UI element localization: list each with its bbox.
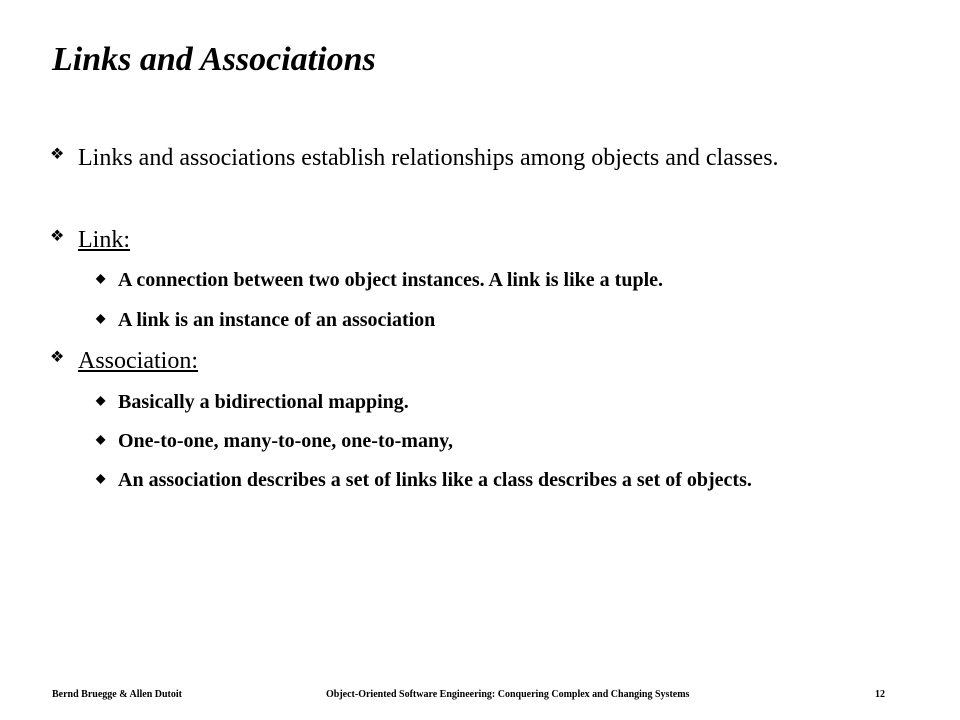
bullet-heading-link: Link: <box>78 227 130 253</box>
sub-bullet-bidirectional <box>96 388 886 416</box>
bullet-association <box>50 346 870 376</box>
sub-bullet-association-describes <box>96 466 886 494</box>
slide-title: Links and Associations <box>52 41 376 78</box>
footer-book-title: Object-Oriented Software Engineering: Conquering Complex and Changing Systems <box>326 689 690 700</box>
diamond-sub-bullet-icon: ◆ <box>96 271 106 285</box>
bullet-link <box>50 225 870 255</box>
sub-bullet-link-instance <box>96 306 886 334</box>
diamond-bullet-icon: ❖ <box>50 228 65 245</box>
diamond-sub-bullet-icon: ◆ <box>96 393 106 407</box>
sub-bullet-text: A connection between two object instances. A link is like a tuple. <box>118 269 664 291</box>
diamond-sub-bullet-icon: ◆ <box>96 471 106 485</box>
sub-bullet-text: One-to-one, many-to-one, one-to-many, <box>118 430 453 452</box>
sub-bullet-multiplicity <box>96 427 886 455</box>
footer-page-number: 12 <box>875 689 885 700</box>
diamond-bullet-icon: ❖ <box>50 349 65 366</box>
bullet-text: Links and associations establish relationships among objects and classes. <box>78 145 779 171</box>
sub-bullet-text: Basically a bidirectional mapping. <box>118 391 409 413</box>
footer-authors: Bernd Bruegge & Allen Dutoit <box>52 689 182 700</box>
bullet-links-and-associations <box>50 143 870 173</box>
bullet-heading-association: Association: <box>78 348 198 374</box>
diamond-sub-bullet-icon: ◆ <box>96 311 106 325</box>
diamond-sub-bullet-icon: ◆ <box>96 432 106 446</box>
diamond-bullet-icon: ❖ <box>50 146 65 163</box>
sub-bullet-text: A link is an instance of an association <box>118 309 436 331</box>
sub-bullet-link-connection <box>96 266 886 294</box>
sub-bullet-text: An association describes a set of links like a class describes a set of objects. <box>118 469 752 491</box>
